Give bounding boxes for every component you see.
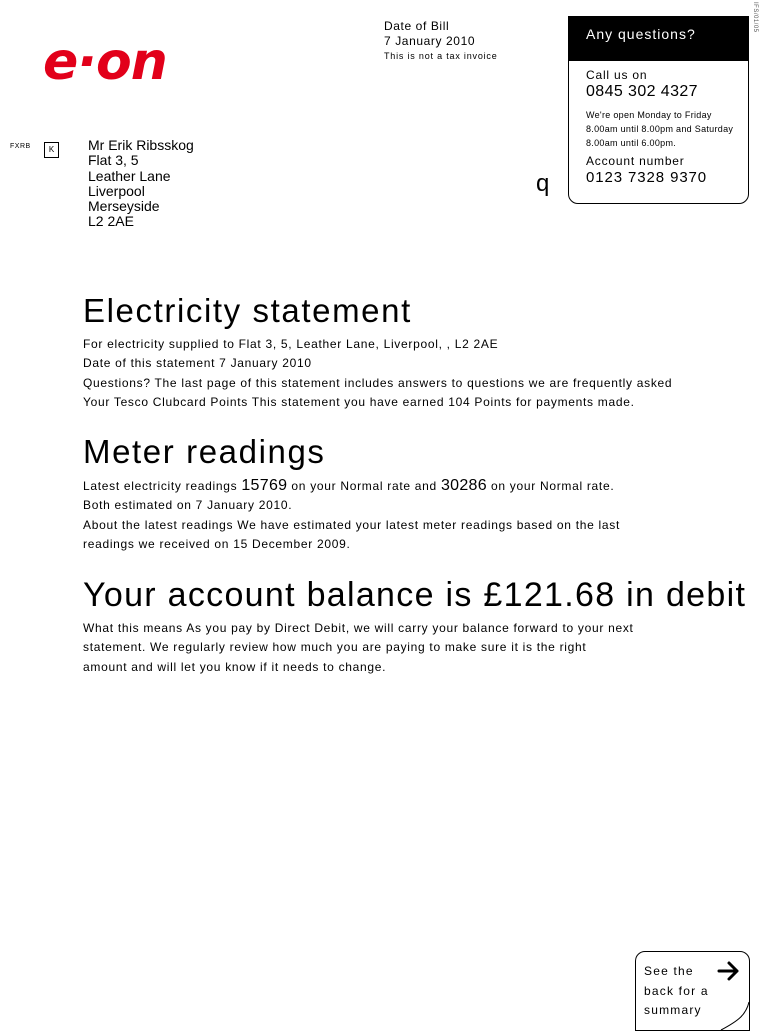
arrow-right-icon bbox=[716, 958, 742, 984]
balance-line: What this means As you pay by Direct Debit, we will carry your balance forward to your next bbox=[83, 621, 634, 635]
balance-line: amount and will let you know if it needs to change. bbox=[83, 659, 387, 674]
hours-line: We're open Monday to Friday bbox=[586, 110, 712, 120]
page-fold-icon bbox=[720, 1001, 750, 1031]
statement-heading: Electricity statement bbox=[83, 292, 412, 329]
see-back-line: See the bbox=[644, 964, 694, 978]
address-line: Mr Erik Ribsskog bbox=[88, 137, 194, 153]
bill-date-block bbox=[384, 19, 498, 64]
about-readings-line: readings we received on 15 December 2009. bbox=[83, 536, 351, 551]
opening-hours bbox=[586, 108, 748, 150]
address-line: Flat 3, 5 bbox=[88, 152, 139, 169]
about-readings-line: About the latest readings We have estimated your latest meter readings based on the last bbox=[83, 517, 620, 532]
questions-header: Any questions? bbox=[569, 17, 748, 61]
hours-line: 8.00am until 6.00pm. bbox=[586, 138, 677, 148]
eon-logo bbox=[43, 32, 167, 92]
latest-readings-mid: on your Normal rate and bbox=[291, 479, 437, 493]
see-back-line: back for a bbox=[644, 983, 709, 998]
account-number-label: Account number bbox=[586, 154, 685, 168]
address-line: Leather Lane bbox=[88, 167, 171, 184]
reading-value-2: 30286 bbox=[440, 477, 487, 494]
address-line: Liverpool bbox=[88, 182, 145, 199]
questions-box bbox=[568, 16, 749, 204]
estimated-line: Both estimated on 7 January 2010. bbox=[83, 498, 293, 513]
postal-sort-box: K bbox=[44, 142, 59, 158]
see-back-text bbox=[644, 962, 709, 1021]
reading-value-1: 15769 bbox=[241, 477, 288, 494]
latest-readings-suffix: on your Normal rate. bbox=[491, 479, 615, 493]
logo-text: e·on bbox=[43, 32, 167, 92]
statement-line: For electricity supplied to Flat 3, 5, Leather Lane, Liverpool, , L2 2AE bbox=[83, 337, 499, 351]
statement-line: Questions? The last page of this statement includes answers to questions we are frequently asked bbox=[83, 375, 673, 390]
latest-readings-line bbox=[83, 476, 703, 496]
date-of-bill-value: 7 January 2010 bbox=[384, 34, 476, 48]
statement-details bbox=[83, 335, 683, 412]
see-back-box bbox=[635, 951, 750, 1031]
address-line: L2 2AE bbox=[88, 213, 134, 230]
statement-line: Your Tesco Clubcard Points This statement you have earned 104 Points for payments made. bbox=[83, 394, 635, 409]
see-back-line: summary bbox=[644, 1003, 702, 1017]
recipient-address bbox=[88, 138, 194, 230]
address-line: Merseyside bbox=[88, 198, 160, 215]
latest-readings-prefix: Latest electricity readings bbox=[83, 479, 238, 493]
account-balance-heading: Your account balance is £121.68 in debit bbox=[83, 576, 747, 614]
phone-number[interactable]: 0845 302 4327 bbox=[586, 83, 698, 100]
balance-explanation bbox=[83, 619, 703, 677]
statement-line: Date of this statement 7 January 2010 bbox=[83, 356, 312, 371]
meter-readings-heading: Meter readings bbox=[83, 433, 326, 470]
side-reference-code: IFS/01/05 bbox=[752, 2, 758, 33]
date-of-bill-label: Date of Bill bbox=[384, 19, 450, 33]
mail-mark: q bbox=[536, 170, 550, 197]
hours-line: 8.00am until 8.00pm and Saturday bbox=[586, 124, 734, 134]
balance-line: statement. We regularly review how much you are paying to make sure it is the right bbox=[83, 640, 587, 655]
account-number: 0123 7328 9370 bbox=[586, 169, 708, 186]
call-us-label: Call us on bbox=[586, 68, 648, 82]
tax-invoice-note: This is not a tax invoice bbox=[384, 51, 498, 61]
meter-readings-details bbox=[83, 476, 703, 554]
postal-code-mark: FXRB bbox=[10, 143, 31, 150]
